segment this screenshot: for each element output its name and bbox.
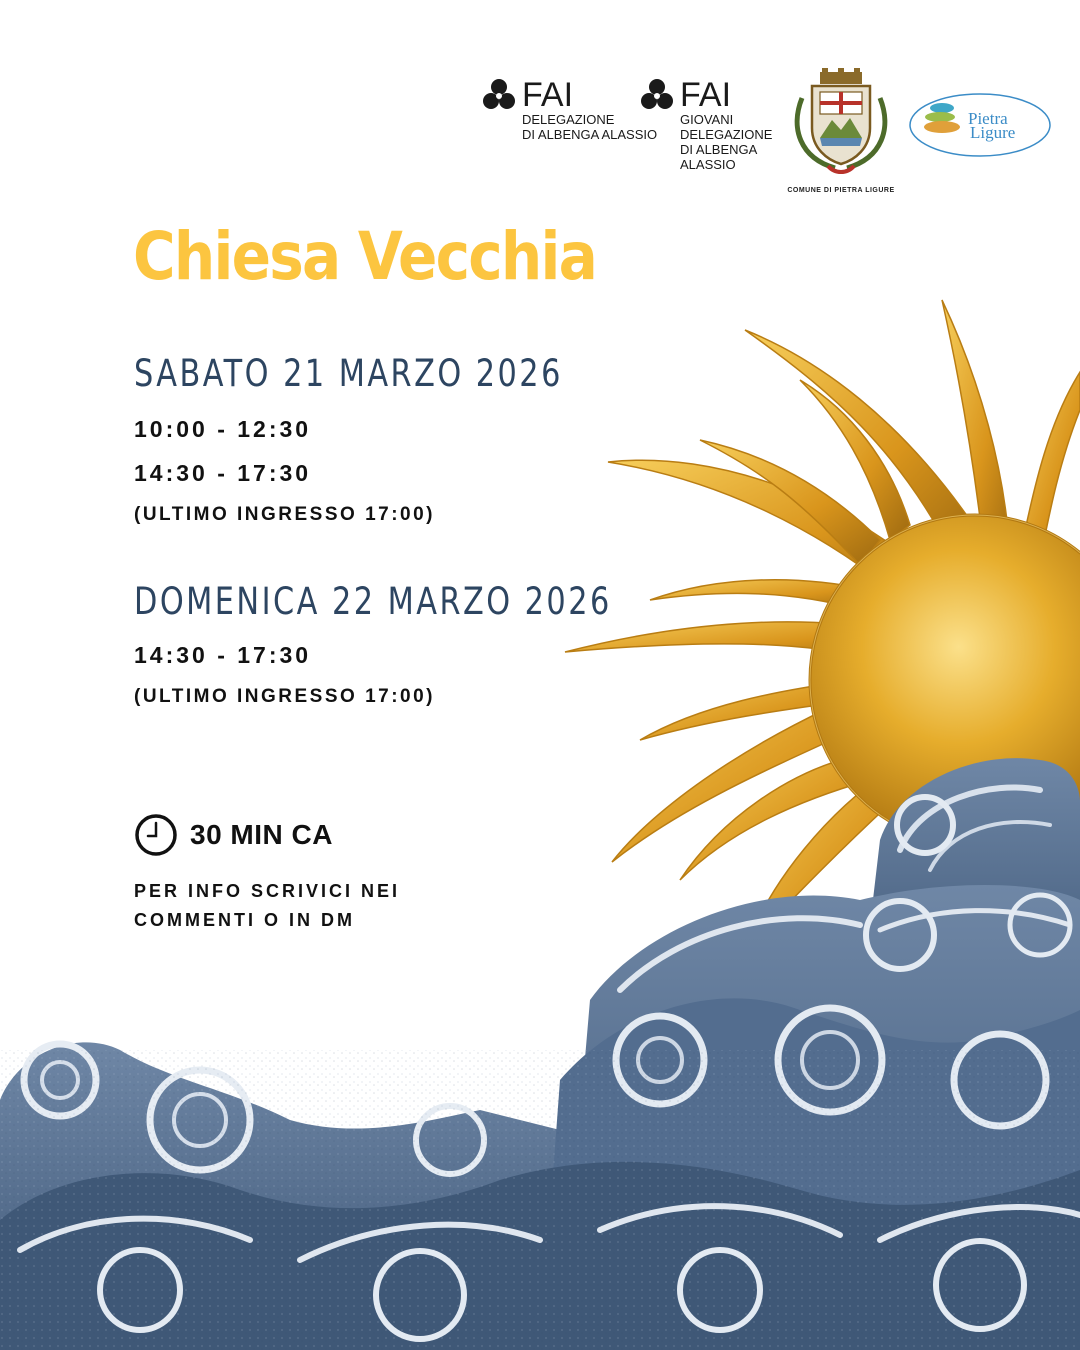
saturday-date: SABATO 21 MARZO 2026	[134, 352, 563, 395]
sunday-date: DOMENICA 22 MARZO 2026	[134, 580, 612, 623]
saturday-last-entry-note: (ULTIMO INGRESSO 17:00)	[134, 504, 436, 525]
fai-giovani-caption: GIOVANI DELEGAZIONE DI ALBENGA ALASSIO	[680, 112, 773, 172]
fai-trefoil-icon	[640, 78, 674, 112]
page-title: Chiesa Vecchia	[133, 218, 597, 295]
sunday-last-entry-note: (ULTIMO INGRESSO 17:00)	[134, 686, 436, 707]
fai-giovani-logo	[640, 78, 772, 172]
coat-of-arms-icon	[780, 68, 902, 180]
duration-text: 30 MIN CA	[190, 819, 333, 850]
pietra-ligure-logo	[908, 92, 1052, 158]
fai-delegazione-logo	[482, 78, 657, 142]
duration	[134, 813, 333, 857]
fai-wordmark: FAI	[522, 76, 574, 114]
fai-trefoil-icon	[482, 78, 516, 112]
sunday-slot-1: 14:30 - 17:30	[134, 642, 312, 668]
saturday-slot-1: 10:00 - 12:30	[134, 416, 312, 442]
comune-crest-logo	[780, 68, 902, 194]
comune-caption: COMUNE DI PIETRA LIGURE	[787, 187, 895, 194]
info-text: PER INFO SCRIVICI NEI COMMENTI O IN DM	[134, 881, 401, 930]
pietra-ligure-wordmark: Pietra Ligure	[968, 109, 1016, 142]
fai-wordmark: FAI	[680, 76, 732, 114]
clock-icon	[134, 813, 178, 857]
saturday-slot-2: 14:30 - 17:30	[134, 460, 312, 486]
fai-delegazione-caption: DELEGAZIONE DI ALBENGA ALASSIO	[522, 112, 658, 142]
